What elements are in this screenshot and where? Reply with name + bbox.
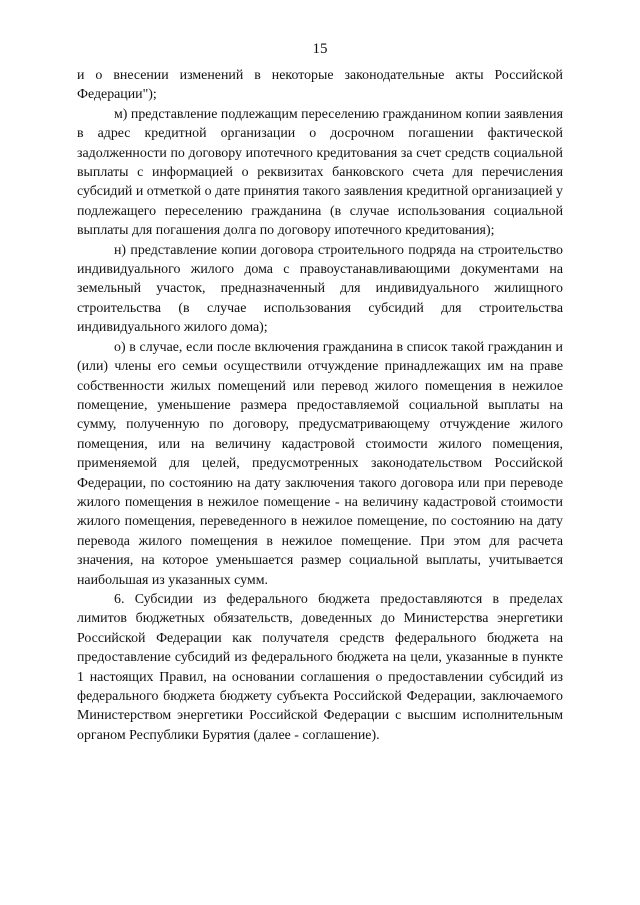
paragraph-item-n: н) представление копии договора строительного подряда на строительство индивидуального жилого дома с правоустанавливающими документами на земельный участок, предназначенный для индивидуального жилищного строительства (в случае использования субсидий для строительства индивидуального жилого дома);	[77, 242, 563, 336]
paragraph-continuation: и о внесении изменений в некоторые законодательные акты Российской Федерации");	[77, 68, 563, 103]
document-body	[77, 66, 563, 745]
paragraph-item-o: о) в случае, если после включения гражданина в список такой гражданин и (или) члены его семьи осуществили отчуждение принадлежащих им на праве собственности жилых помещений или перевод жилого помещения в нежилое помещение, уменьшение размера предоставляемой социальной выплаты на сумму, полученную по договору, предусматривающему отчуждение жилого помещения, или на величину кадастровой стоимости жилого помещения, применяемой для целей, предусмотренных законодательством Российской Федерации, по состоянию на дату заключения такого договора или при переводе жилого помещения в нежилое помещение - на величину кадастровой стоимости жилого помещения, переведенного в нежилое помещение, по состоянию на дату перевода жилого помещения в нежилое помещение. При этом для расчета значения, на которое уменьшается размер социальной выплаты, учитывается наибольшая из указанных сумм.	[77, 339, 563, 588]
page-number: 15	[312, 41, 328, 57]
paragraph-section-6: 6. Субсидии из федерального бюджета предоставляются в пределах лимитов бюджетных обязательств, доведенных до Министерства энергетики Российской Федерации как получателя средств федерального бюджета на предоставление субсидий из федерального бюджета на цели, указанные в пункте 1 настоящих Правил, на основании соглашения о предоставлении субсидий из федерального бюджета бюджету субъекта Российской Федерации, заключаемого Министерством энергетики Российской Федерации с высшим исполнительным органом Республики Бурятия (далее - соглашение).	[77, 591, 563, 743]
paragraph-item-m: м) представление подлежащим переселению гражданином копии заявления в адрес кредитной организации о досрочном погашении фактической задолженности по договору ипотечного кредитования за счет средств социальной выплаты с информацией о реквизитах банковского счета для перечисления субсидий и отметкой о дате принятия такого заявления кредитной организацией у подлежащего переселению гражданина (в случае использования социальной выплаты для погашения долга по договору ипотечного кредитования);	[77, 106, 563, 239]
